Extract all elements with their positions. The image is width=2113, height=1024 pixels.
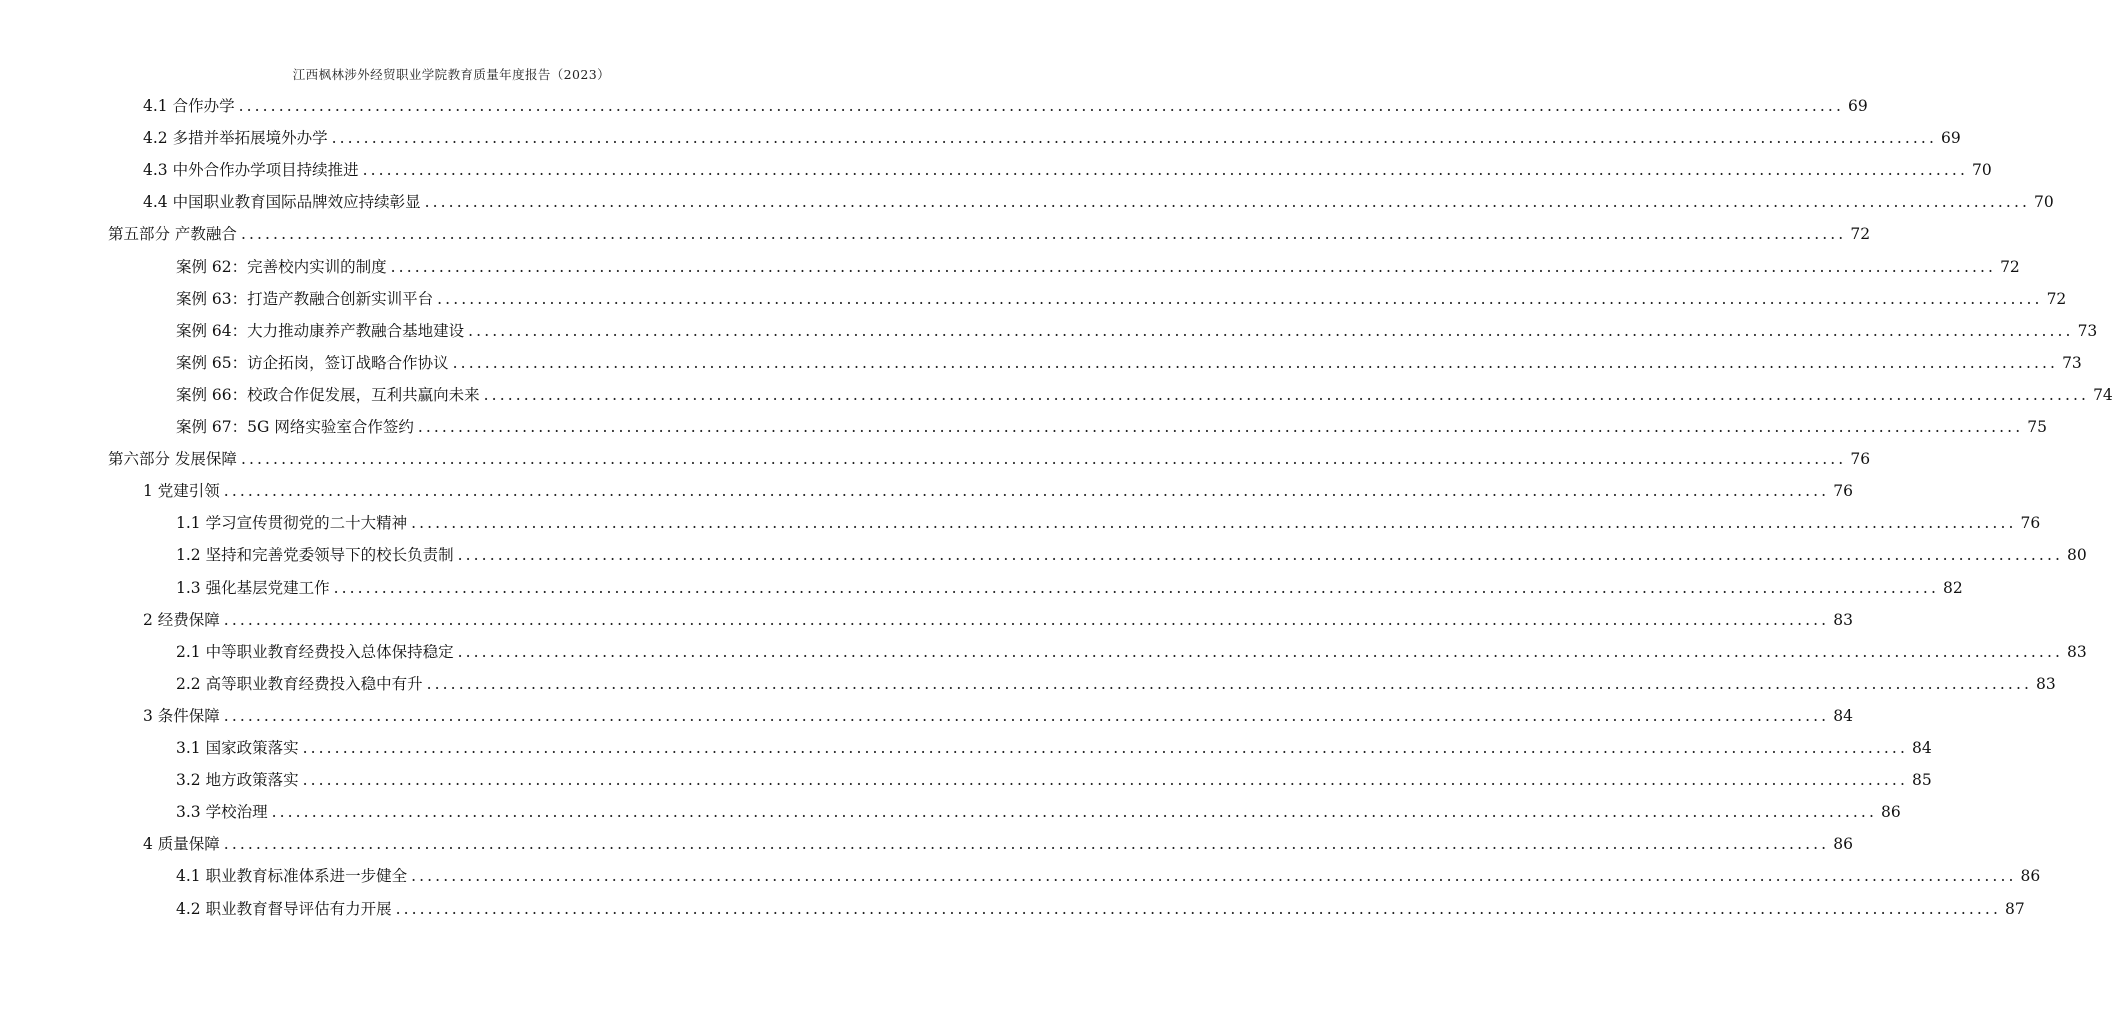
toc-entry-page-number: 83 <box>2067 642 2087 661</box>
toc-entry-label: 案例 66：校政合作促发展，互利共赢向未来 <box>176 385 480 404</box>
toc-entry[interactable] <box>176 414 2047 440</box>
toc-leader-dots: ........................................................................................................................................................................................................ <box>240 225 1847 244</box>
toc-entry-page-number: 70 <box>2034 193 2054 212</box>
toc-leader-dots: ........................................................................................................................................................................................................ <box>240 450 1847 469</box>
toc-entry-page-number: 72 <box>1850 225 1871 244</box>
toc-leader-dots: ........................................................................................................................................................................................................ <box>395 899 2001 918</box>
toc-leader-dots: ........................................................................................................................................................................................................ <box>333 578 1939 597</box>
toc-leader-dots: ........................................................................................................................................................................................................ <box>223 835 1830 854</box>
toc-entry[interactable] <box>176 542 2087 568</box>
toc-entry[interactable] <box>143 157 1992 183</box>
page-header: 江西枫林涉外经贸职业学院教育质量年度报告（2023） <box>292 67 610 82</box>
toc-entry-label: 4.4 中国职业教育国际品牌效应持续彰显 <box>143 193 421 212</box>
toc-entry[interactable] <box>176 863 2041 889</box>
toc-leader-dots: ........................................................................................................................................................................................................ <box>468 321 2074 340</box>
toc-entry-page-number: 69 <box>1940 129 1961 148</box>
toc-entry-page-number: 87 <box>2004 899 2025 918</box>
toc-leader-dots: ........................................................................................................................................................................................................ <box>452 353 2059 372</box>
toc-leader-dots: ........................................................................................................................................................................................................ <box>437 289 2043 308</box>
toc-entry-label: 第五部分 产教融合 <box>108 225 237 244</box>
toc-leader-dots: ........................................................................................................................................................................................................ <box>390 257 1997 276</box>
toc-entry-page-number: 70 <box>1971 161 1992 180</box>
toc-entry-page-number: 80 <box>2067 546 2087 565</box>
toc-leader-dots: ........................................................................................................................................................................................................ <box>223 610 1830 629</box>
toc-entry[interactable] <box>108 446 1871 472</box>
toc-entry[interactable] <box>176 350 2082 376</box>
toc-entry-label: 1 党建引领 <box>143 482 220 501</box>
toc-entry[interactable] <box>176 767 1932 793</box>
toc-entry-page-number: 76 <box>1833 482 1853 501</box>
toc-entry-page-number: 76 <box>1850 450 1871 469</box>
toc-entry-page-number: 86 <box>1833 835 1853 854</box>
toc-entry[interactable] <box>176 896 2025 922</box>
toc-entry-label: 2.1 中等职业教育经费投入总体保持稳定 <box>176 642 454 661</box>
toc-entry-label: 1.3 强化基层党建工作 <box>176 578 330 597</box>
toc-entry-page-number: 72 <box>2000 257 2020 276</box>
toc-entry-label: 4.3 中外合作办学项目持续推进 <box>143 161 359 180</box>
toc-entry[interactable] <box>176 382 2113 408</box>
toc-entry-page-number: 85 <box>1911 771 1932 790</box>
toc-entry-page-number: 84 <box>1833 706 1853 725</box>
toc-entry[interactable] <box>108 221 1871 247</box>
toc-leader-dots: ........................................................................................................................................................................................................ <box>271 803 1877 822</box>
toc-entry[interactable] <box>176 510 2041 536</box>
toc-entry-label: 案例 64：大力推动康养产教融合基地建设 <box>176 321 465 340</box>
toc-entry-label: 1.2 坚持和完善党委领导下的校长负责制 <box>176 546 454 565</box>
toc-entry-page-number: 73 <box>2077 321 2098 340</box>
toc-entry-page-number: 76 <box>2020 514 2041 533</box>
toc-leader-dots: ........................................................................................................................................................................................................ <box>331 129 1937 148</box>
toc-leader-dots: ........................................................................................................................................................................................................ <box>426 674 2032 693</box>
toc-entry[interactable] <box>176 254 2020 280</box>
toc-entry-page-number: 84 <box>1911 739 1932 757</box>
toc-entry[interactable] <box>143 478 1853 504</box>
toc-entry-label: 案例 67：5G 网络实验室合作签约 <box>176 418 414 436</box>
toc-entry-page-number: 75 <box>2027 418 2047 436</box>
toc-entry[interactable] <box>176 318 2098 344</box>
toc-entry-page-number: 86 <box>1880 803 1901 822</box>
toc-entry-label: 4 质量保障 <box>143 835 220 854</box>
toc-entry-page-number: 82 <box>1942 578 1963 597</box>
toc-leader-dots: ........................................................................................................................................................................................................ <box>411 867 2017 886</box>
toc-entry-label: 3.1 国家政策落实 <box>176 739 299 757</box>
toc-entry-page-number: 69 <box>1847 97 1868 115</box>
toc-leader-dots: ........................................................................................................................................................................................................ <box>302 739 1908 757</box>
toc-entry[interactable] <box>143 607 1853 633</box>
toc-leader-dots: ........................................................................................................................................................................................................ <box>223 482 1830 501</box>
toc-entry-page-number: 86 <box>2020 867 2041 886</box>
toc-entry-page-number: 72 <box>2046 289 2067 308</box>
toc-entry[interactable] <box>143 125 1961 151</box>
toc-entry[interactable] <box>176 286 2067 312</box>
toc-entry-label: 3 条件保障 <box>143 706 220 725</box>
toc-leader-dots: ........................................................................................................................................................................................................ <box>223 706 1830 725</box>
toc-entry-label: 1.1 学习宣传贯彻党的二十大精神 <box>176 514 408 533</box>
toc-entry-label: 3.3 学校治理 <box>176 803 268 822</box>
toc-entry-label: 4.2 职业教育督导评估有力开展 <box>176 899 392 918</box>
toc-entry[interactable] <box>143 831 1853 857</box>
toc-leader-dots: ........................................................................................................................................................................................................ <box>457 546 2063 565</box>
toc-entry-label: 案例 65：访企拓岗，签订战略合作协议 <box>176 353 449 372</box>
toc-entry-label: 2 经费保障 <box>143 610 220 629</box>
toc-leader-dots: ........................................................................................................................................................................................................ <box>424 193 2030 212</box>
toc-leader-dots: ........................................................................................................................................................................................................ <box>238 97 1844 115</box>
toc-entry-label: 案例 62：完善校内实训的制度 <box>176 257 387 276</box>
toc-entry-label: 4.2 多措并举拓展境外办学 <box>143 129 328 148</box>
toc-entry[interactable] <box>176 799 1901 825</box>
toc-leader-dots: ........................................................................................................................................................................................................ <box>457 642 2063 661</box>
toc-entry-label: 4.1 合作办学 <box>143 97 235 115</box>
toc-entry-label: 案例 63：打造产教融合创新实训平台 <box>176 289 434 308</box>
toc-entry[interactable] <box>176 575 1963 601</box>
toc-entry-label: 第六部分 发展保障 <box>108 450 237 469</box>
toc-entry-label: 2.2 高等职业教育经费投入稳中有升 <box>176 674 423 693</box>
toc-leader-dots: ........................................................................................................................................................................................................ <box>417 418 2024 436</box>
toc-entry[interactable] <box>176 735 1932 761</box>
toc-leader-dots: ........................................................................................................................................................................................................ <box>411 514 2017 533</box>
toc-entry[interactable] <box>143 93 1868 119</box>
toc-leader-dots: ........................................................................................................................................................................................................ <box>362 161 1968 180</box>
toc-entry-label: 3.2 地方政策落实 <box>176 771 299 790</box>
toc-entry[interactable] <box>176 639 2087 665</box>
toc-entry[interactable] <box>143 703 1853 729</box>
toc-entry[interactable] <box>176 671 2056 697</box>
toc-entry-page-number: 73 <box>2062 353 2082 372</box>
toc-entry-page-number: 74 <box>2093 385 2113 404</box>
toc-entry-page-number: 83 <box>1833 610 1853 629</box>
toc-leader-dots: ........................................................................................................................................................................................................ <box>302 771 1908 790</box>
toc-entry[interactable] <box>143 189 2054 215</box>
toc-entry-page-number: 83 <box>2036 674 2056 693</box>
toc-leader-dots: ........................................................................................................................................................................................................ <box>483 385 2090 404</box>
toc-entry-label: 4.1 职业教育标准体系进一步健全 <box>176 867 408 886</box>
